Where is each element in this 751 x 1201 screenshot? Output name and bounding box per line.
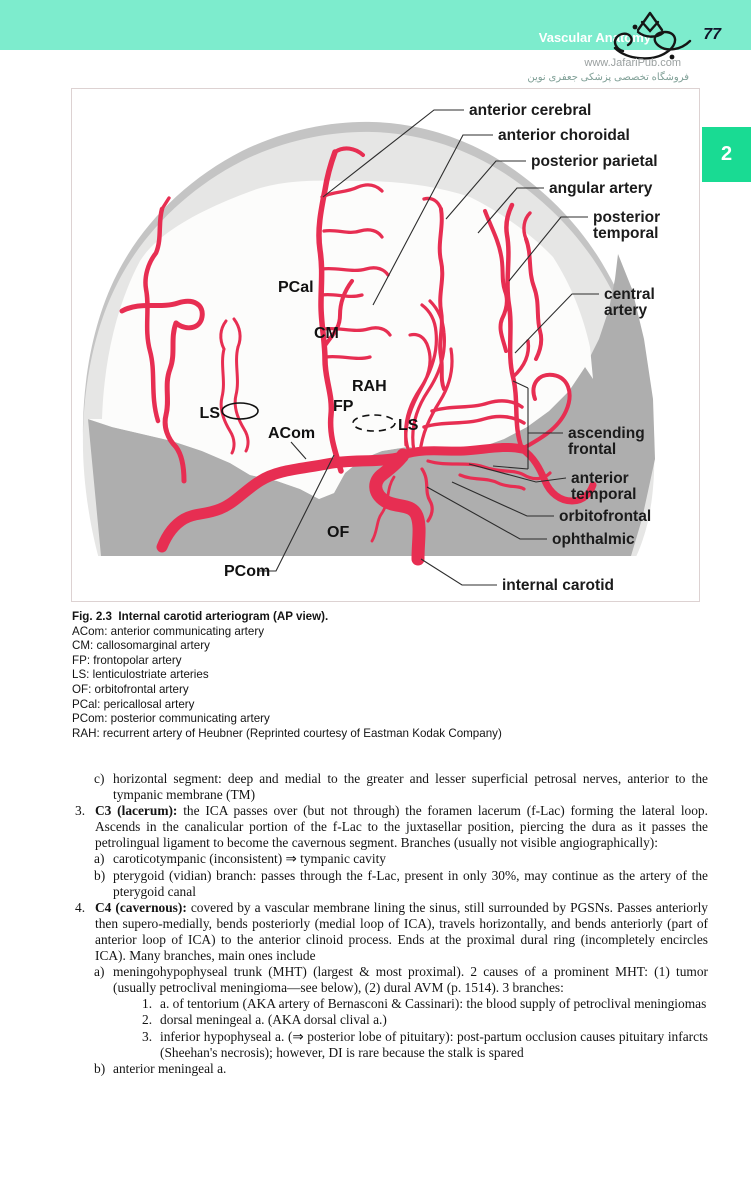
list-marker: a) xyxy=(94,851,105,867)
arteriogram-illustration xyxy=(72,89,699,601)
list-item: b) anterior meningeal a. xyxy=(94,1060,227,1076)
label-posterior-temporal: posterior xyxy=(593,209,661,226)
figure-arteriogram xyxy=(71,88,700,602)
list-marker: 3. xyxy=(142,1028,153,1044)
label-acom: ACom xyxy=(268,425,316,442)
list-item: 3. inferior hypophyseal a. (⇒ posterior lobe of pituitary): post-partum occlusion causes pituitary infarcts (Sheehan's necrosis); however, DI is rare because the stalk is spared xyxy=(142,1028,708,1060)
label-anterior-temporal: anterior xyxy=(571,470,629,487)
label-ascending-frontal-2: frontal xyxy=(568,441,617,458)
list-item: 2. dorsal meningeal a. (AKA dorsal clival a.) xyxy=(142,1012,387,1028)
list-item: 3. C3 (lacerum): the ICA passes over (but not through) the foramen lacerum (f-Lac) forming the lateral loop. Ascends in the canalicular portion of the f-Lac to the juxtasellar position, piercing the dura as it passes the petrolingual ligament to become the cavernous segment. Branches (usually not visible angiographically): xyxy=(75,803,708,851)
list-marker: 3. xyxy=(75,803,86,819)
label-pcom: PCom xyxy=(224,563,271,580)
caption-abbrev: RAH: recurrent artery of Heubner (Reprinted courtesy of Eastman Kodak Company) xyxy=(72,726,502,740)
caption-title-line xyxy=(72,610,672,625)
caption-abbrev: LS: lenticulostriate arteries xyxy=(72,668,209,682)
label-central-artery-2: artery xyxy=(604,302,648,319)
list-item: a) caroticotympanic (inconsistent) ⇒ tympanic cavity xyxy=(94,851,386,867)
list-item: 1. a. of tentorium (AKA artery of Bernasconi & Cassinari): the blood supply of petroclival meningiomas xyxy=(142,996,707,1012)
list-marker: 2. xyxy=(142,1012,153,1028)
label-angular-artery: angular artery xyxy=(549,180,653,197)
label-ls-right: LS xyxy=(398,417,419,434)
chapter-tab: 2 xyxy=(702,127,751,182)
label-ascending-frontal: ascending xyxy=(568,425,645,442)
list-item: 4. C4 (cavernous): covered by a vascular membrane lining the sinus, still surrounded by PGSNs. Passes anteriorly then supero-medially, bends posteriorly (medial loop of ICA), travels horizontally, and bends anteriorly (part of anterior loop of ICA) to the anterior clinoid process. Ends at the proximal dural ring (incompletely encircles ICA). Many branches, main ones include xyxy=(75,899,708,964)
website-subtitle-farsi: فروشگاه تخصصی پزشکی جعفری نوین xyxy=(527,72,689,83)
label-rah: RAH xyxy=(352,378,387,395)
list-item: c) horizontal segment: deep and medial to the greater and lesser superficial petrosal nerves, anterior to the tympanic membrane (TM) xyxy=(94,771,708,803)
label-orbitofrontal: orbitofrontal xyxy=(559,508,652,525)
list-marker: 1. xyxy=(142,996,153,1012)
label-cm: CM xyxy=(314,325,339,342)
website-url: www.JafariPub.com xyxy=(584,57,681,69)
figure-caption xyxy=(72,610,672,741)
label-ophthalmic: ophthalmic xyxy=(552,531,635,548)
label-of: OF xyxy=(327,524,350,541)
caption-title: Internal carotid arteriogram (AP view). xyxy=(118,610,329,623)
list-item: a) meningohypophyseal trunk (MHT) (largest & most proximal). 2 causes of a prominent MHT: (1) tumor (usually petroclival meningioma—see below), (2) dural AVM (p. 1514). 3 branches: xyxy=(94,964,708,996)
caption-number: Fig. 2.3 xyxy=(72,610,112,623)
list-marker: b) xyxy=(94,867,106,883)
caption-abbrev: CM: callosomarginal artery xyxy=(72,639,210,653)
list-marker: b) xyxy=(94,1060,106,1076)
page-number: 77 xyxy=(703,26,721,43)
label-central-artery: central xyxy=(604,286,655,303)
publisher-logo-icon xyxy=(605,10,695,64)
caption-abbrev: FP: frontopolar artery xyxy=(72,653,182,667)
label-anterior-cerebral: anterior cerebral xyxy=(469,102,592,119)
caption-abbrev: ACom: anterior communicating artery xyxy=(72,624,265,638)
label-ls-left: LS xyxy=(199,405,220,422)
caption-abbrev: PCal: pericallosal artery xyxy=(72,697,195,711)
list-marker: a) xyxy=(94,964,105,980)
list-marker: 4. xyxy=(75,899,86,915)
caption-abbrev: OF: orbitofrontal artery xyxy=(72,682,189,696)
label-pcal: PCal xyxy=(278,279,314,296)
list-item: b) pterygoid (vidian) branch: passes through the f-Lac, present in only 30%, may continue as the artery of the pterygoid canal xyxy=(94,867,708,899)
label-anterior-choroidal: anterior choroidal xyxy=(498,127,630,144)
chapter-title: Vascular Anatomy xyxy=(538,30,651,45)
label-fp: FP xyxy=(333,398,354,415)
body-text xyxy=(72,771,708,1077)
label-anterior-temporal-2: temporal xyxy=(571,486,637,503)
label-posterior-parietal: posterior parietal xyxy=(531,153,658,170)
label-internal-carotid: internal carotid xyxy=(502,577,614,594)
caption-abbrev: PCom: posterior communicating artery xyxy=(72,712,270,726)
label-posterior-temporal-2: temporal xyxy=(593,225,659,242)
list-marker: c) xyxy=(94,771,105,786)
